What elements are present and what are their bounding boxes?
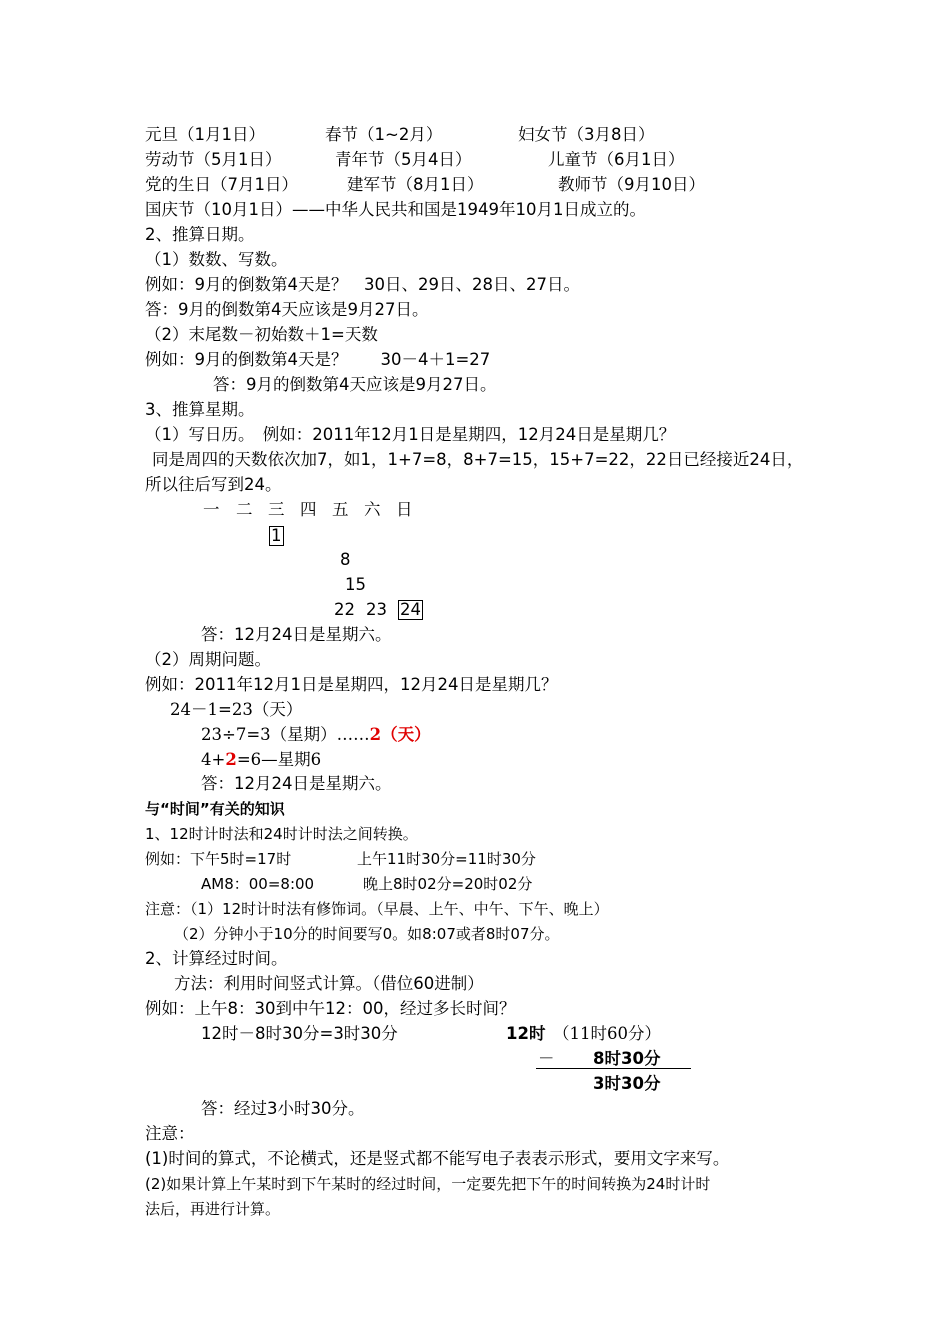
holiday-party-birthday: 党的生日（7月1日）: [145, 175, 298, 194]
weekday-wed: 三: [268, 500, 285, 519]
method-title: （1）数数、写数。: [145, 250, 288, 269]
vertical-subtrahend: 8时30分: [593, 1049, 661, 1068]
calendar-day: 23: [366, 600, 387, 619]
answer-line: 答：经过3小时30分。: [201, 1099, 365, 1118]
vertical-underline: [536, 1068, 691, 1069]
example-line: 例如：9月的倒数第4天是？ 30日、29日、28日、27日。: [145, 275, 580, 294]
weekday-tue: 二: [236, 500, 253, 519]
note-line: (1)时间的算式，不论横式，还是竖式都不能写电子表表示形式，要用文字来写。: [145, 1149, 730, 1168]
weekday-fri: 五: [332, 500, 349, 519]
minus-sign: －: [538, 1049, 555, 1068]
description-line: 同是周四的天数依次加7，如1，1+7=8，8+7=15，15+7=22，22日已经接近24日，: [152, 450, 804, 469]
holiday-youth-day: 青年节（5月4日）: [335, 150, 472, 169]
vertical-result: 3时30分: [593, 1074, 661, 1093]
answer-line: 答：9月的倒数第4天应该是9月27日。: [145, 300, 429, 319]
answer-line: 答：12月24日是星期六。: [201, 625, 392, 644]
example-line: 上午11时30分=11时30分: [357, 850, 536, 868]
weekday-sat: 六: [364, 500, 381, 519]
note-line: 注意：（1）12时计时法有修饰词。（早晨、上午、中午、下午、晚上）: [145, 900, 609, 918]
calc-highlight: 2: [225, 750, 237, 769]
weekday-mon: 一: [203, 500, 220, 519]
calc-text: 4+: [201, 750, 226, 769]
answer-line: 答：9月的倒数第4天应该是9月27日。: [213, 375, 497, 394]
example-line: AM8：00=8:00: [201, 875, 315, 893]
weekday-sun: 日: [396, 500, 413, 519]
calendar-day: 22: [334, 600, 355, 619]
topic-title: 与“时间”有关的知识: [145, 800, 285, 818]
note-line: （2）分钟小于10分的时间要写0。如8:07或者8时07分。: [174, 925, 560, 943]
calendar-day: 15: [345, 575, 366, 594]
answer-line: 答：12月24日是星期六。: [201, 774, 392, 793]
calc-text: =6—星期6: [236, 750, 322, 769]
method-title: （2）末尾数－初始数＋1=天数: [145, 325, 378, 344]
calendar-day: 8: [340, 550, 351, 569]
example-line: 例如：下午5时=17时: [145, 850, 292, 868]
method-title: （1）写日历。 例如：2011年12月1日是星期四，12月24日是星期几？: [145, 425, 676, 444]
holiday-national-day: 国庆节（10月1日）——中华人民共和国是1949年10月1日成立的。: [145, 200, 646, 219]
calc-line: 24－1=23（天）: [170, 700, 303, 719]
section-heading: 2、推算日期。: [145, 225, 255, 244]
holiday-teachers-day: 教师节（9月10日）: [558, 175, 705, 194]
holiday-army-day: 建军节（8月1日）: [347, 175, 484, 194]
section-heading: 1、12时计时法和24时计时法之间转换。: [145, 825, 418, 843]
calc-text: 23÷7=3（星期）……: [201, 725, 370, 744]
section-heading: 2、计算经过时间。: [145, 949, 288, 968]
example-line: 例如：9月的倒数第4天是？ 30－4＋1=27: [145, 350, 491, 369]
holiday-spring-festival: 春节（1~2月）: [325, 125, 443, 144]
calc-highlight: 2（天）: [369, 725, 431, 744]
horizontal-calc: 12时－8时30分=3时30分: [201, 1024, 398, 1043]
example-line: 晚上8时02分=20时02分: [363, 875, 533, 893]
vertical-borrow: （11时60分）: [553, 1024, 661, 1043]
calendar-day-boxed: 1: [271, 526, 282, 545]
method-title: （2）周期问题。: [145, 650, 271, 669]
description-line: 所以往后写到24。: [145, 475, 282, 494]
calendar-day-boxed: 24: [400, 600, 421, 619]
calc-line: [201, 723, 431, 747]
section-heading: 3、推算星期。: [145, 400, 255, 419]
note-line: 法后，再进行计算。: [145, 1200, 281, 1218]
calc-line: [201, 748, 321, 772]
holiday-womens-day: 妇女节（3月8日）: [518, 125, 655, 144]
holiday-childrens-day: 儿童节（6月1日）: [548, 150, 685, 169]
example-line: 例如：2011年12月1日是星期四，12月24日是星期几？: [145, 675, 558, 694]
weekday-thu: 四: [300, 500, 317, 519]
vertical-top: 12时: [506, 1024, 546, 1043]
holiday-labor-day: 劳动节（5月1日）: [145, 150, 282, 169]
note-heading: 注意：: [145, 1124, 195, 1143]
method-line: 方法：利用时间竖式计算。（借位60进制）: [174, 974, 484, 993]
holiday-new-year: 元旦（1月1日）: [145, 125, 265, 144]
example-line: 例如：上午8：30到中午12：00，经过多长时间？: [145, 999, 516, 1018]
note-line: (2)如果计算上午某时到下午某时的经过时间，一定要先把下午的时间转换为24时计时: [145, 1175, 711, 1193]
